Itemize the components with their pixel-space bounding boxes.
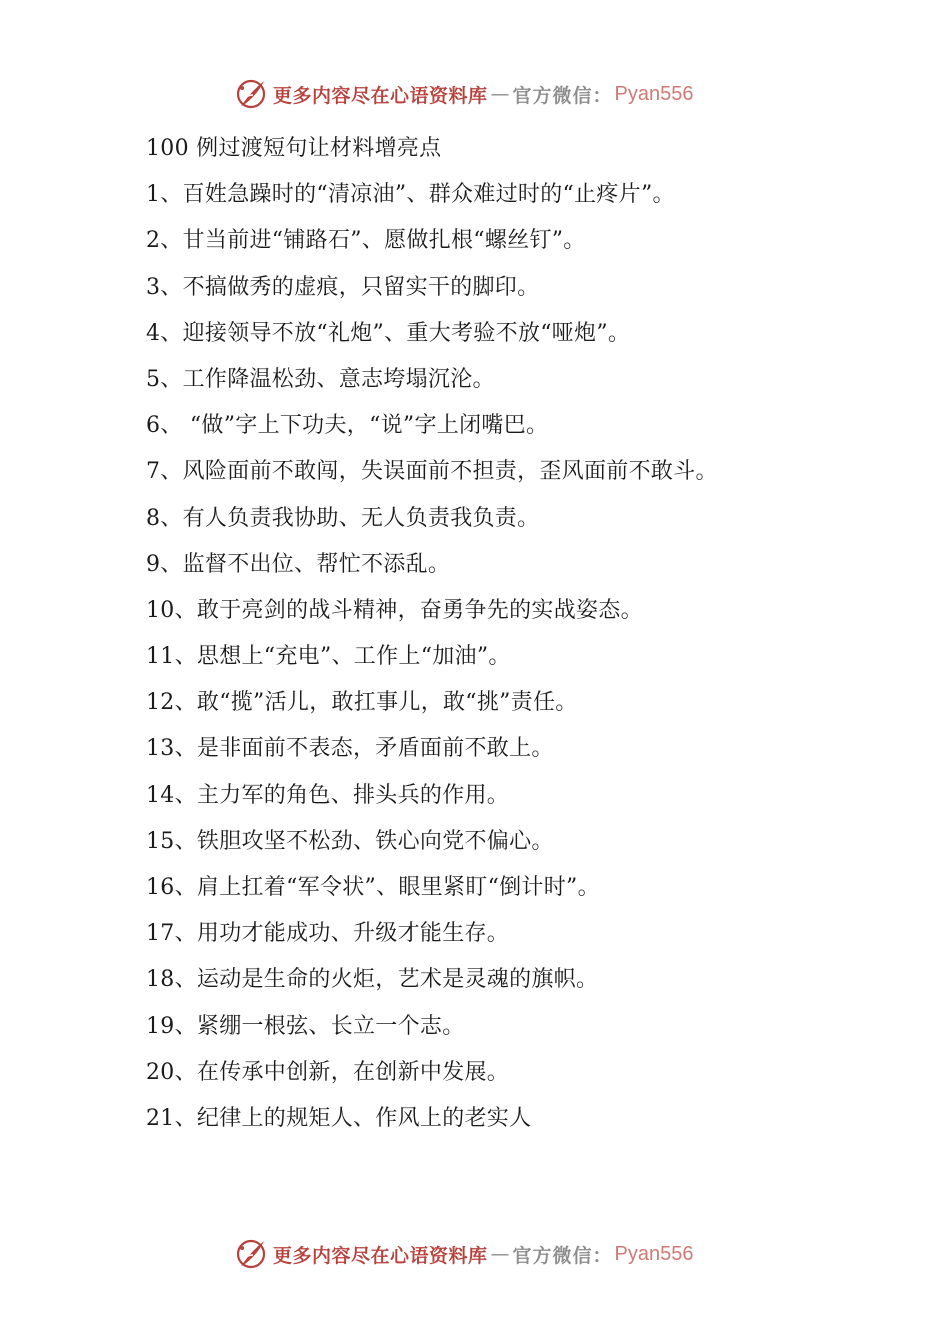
phrase-item: 18、运动是生命的火炬，艺术是灵魂的旗帜。 [146,967,599,993]
phrase-item: 15、铁胆攻坚不松劲、铁心向党不偏心。 [146,828,554,854]
watermark-separator: — [490,1243,510,1265]
phrase-item: 20、在传承中创新，在创新中发展。 [146,1059,510,1085]
phrase-item: 8、有人负责我协助、无人负责我负责。 [146,505,540,531]
watermark-brand: 更多内容尽在心语资料库 [273,84,488,107]
phrase-item: 3、不搞做秀的虚痕，只留实干的脚印。 [146,274,540,300]
watermark-separator: — [490,83,510,105]
phrase-item: 5、工作降温松劲、意志垮塌沉沦。 [146,366,495,392]
phrase-item: 21、纪律上的规矩人、作风上的老实人 [146,1105,532,1131]
phrase-item: 7、风险面前不敢闯，失误面前不担责，歪风面前不敢斗。 [146,459,718,485]
phrase-item: 12、敢“揽”活儿，敢扛事儿，敢“挑”责任。 [146,690,578,716]
phrase-item: 11、思想上“充电”、工作上“加油”。 [146,644,511,670]
watermark-brand: 更多内容尽在心语资料库 [273,1244,488,1267]
watermark-header [233,74,694,114]
phrase-item: 19、紧绷一根弦、长立一个志。 [146,1013,465,1039]
phrase-list [146,172,910,1142]
phrase-item: 16、肩上扛着“军令状”、眼里紧盯“倒计时”。 [146,875,600,900]
phrase-item: 4、迎接领导不放“礼炮”、重大考验不放“哑炮”。 [146,320,631,346]
watermark-footer [233,1234,694,1274]
document-title: 100 例过渡短句让材料增亮点 [146,136,442,161]
watermark-label: 官方微信： [512,84,613,107]
phrase-item: 17、用功才能成功、升级才能生存。 [146,921,510,947]
phrase-item: 10、敢于亮剑的战斗精神，奋勇争先的实战姿态。 [146,597,643,623]
watermark-label: 官方微信： [512,1244,613,1267]
document-body [146,126,910,1142]
quill-emblem-icon [233,1236,269,1272]
phrase-item: 6、 “做”字上下功夫，“说”字上闭嘴巴。 [146,413,549,439]
phrase-item: 1、百姓急躁时的“清凉油”、群众难过时的“止疼片”。 [146,182,675,208]
phrase-item: 13、是非面前不表态，矛盾面前不敢上。 [146,736,554,762]
phrase-item: 9、监督不出位、帮忙不添乱。 [146,551,451,577]
watermark-wechat-id: Pyan556 [614,82,694,105]
watermark-wechat-id: Pyan556 [614,1242,694,1265]
phrase-item: 2、甘当前进“铺路石”、愿做扎根“螺丝钉”。 [146,228,586,254]
phrase-item: 14、主力军的角色、排头兵的作用。 [146,782,510,808]
quill-emblem-icon [233,76,269,112]
